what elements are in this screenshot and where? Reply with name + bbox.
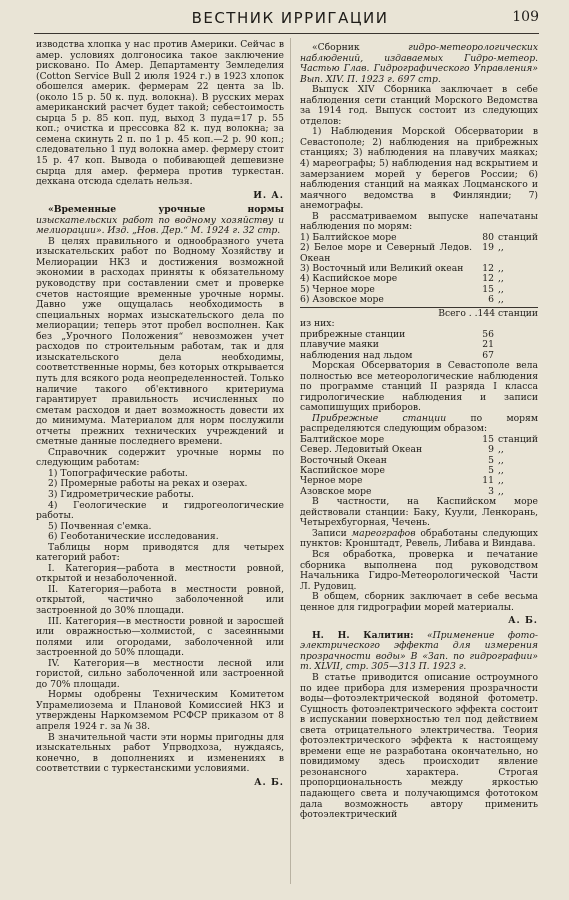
text: по морям распределяются следующим образом: bbox=[300, 412, 539, 435]
sea-count: 6 bbox=[488, 294, 494, 306]
paragraph bbox=[300, 414, 538, 435]
paragraph: В статье приводится описание остроумного по идее прибора для измерения прозрачности воды—фотоэлектрической водяной фотометр. Сущность фотоэлектрического эффекта состоит в испускании поверхностью тел под действием света отрицательного электричества. Теория фотоэлектрического эффекта к настоящему времени еще не разработана окончательно, но повидимому здесь происходит явление резонансного характера. Строгая пропорциональность между яркостью падающего света и получающимся фототоком дала возможность автору применить фотоэлектрический bbox=[300, 672, 538, 821]
sea-unit: ,, bbox=[498, 454, 504, 466]
text: обработаны следующих пунктов: Кронштадт, Ревель, Либава и Виндава. bbox=[300, 527, 538, 550]
sea-unit: ,, bbox=[498, 475, 504, 487]
sea-count: 11 bbox=[482, 475, 494, 487]
column-divider bbox=[290, 38, 291, 884]
sea-name: Балтийское море bbox=[300, 433, 385, 445]
paragraph: В значительной части эти нормы пригодны для изыскательных работ Упрводхоза, нуждаясь, конечно, в дополнениях и изменениях в соответствии с туркестанскими условиями. bbox=[36, 731, 284, 775]
paragraph: В целях правильного и однообразного учета изыскательских работ по Водному Хозяйству и Мелиорации НКЗ и достижения возможной экономии в расходах приняты к обязательному руководству при составлении смет и проверке счетов настоящие временные урочные нормы. Давно уже ощущалась необходимость в специальных нормах изыскательского дела по мелиорации; теперь этот пробел восполнен. Как без „Урочного Положения“ невозможен учет расходов по строительным работам, так и для изыскательского дела необходимы, соответственные нормы, без которых открывается путь для всякого рода неопределенностей. Только наличие такого об'ективного критериума гарантирует правильность исчисленных по сметам расходов и дает возможность довести их до минимума. Материалом для норм послужили отчеты прежних технических учреждений и сметные данные последнего времени. bbox=[36, 235, 284, 448]
sea-name: 6) Азовское море bbox=[300, 294, 384, 306]
sea-count: 15 bbox=[482, 433, 494, 445]
sea-unit: ,, bbox=[498, 465, 504, 477]
list-item: 1) Топографические работы. bbox=[48, 467, 188, 479]
sea-name: Восточный Океан bbox=[300, 454, 387, 466]
sea-unit: ,, bbox=[498, 444, 504, 456]
sea-name: Север. Ледовитый Океан bbox=[300, 444, 423, 456]
table-row bbox=[300, 243, 538, 264]
sea-count: 80 bbox=[482, 231, 494, 243]
sea-unit: ,, bbox=[498, 294, 504, 306]
paragraph: I. Категория—работа в местности ровной, открытой и незаболоченной. bbox=[36, 562, 284, 585]
paragraph: 1) Наблюдения Морской Обсерватории в Севастополе; 2) наблюдения на прибрежных станциях; 3) наблюдения на плавучих маяках; 4) мареографы; 5) наблюдения над вскрытием и замерзанием морей у берегов России; 6) наблюдения станций на маяках Лоцманского и маячного ведомства в Финляндии; 7) анемографы. bbox=[300, 126, 538, 212]
paragraph: В рассматриваемом выпуске напечатаны наблюдения по морям: bbox=[300, 210, 538, 233]
review-author: Н. Н. Калитин: bbox=[312, 629, 414, 641]
paragraph: Вся обработка, проверка и печатание сборника выполнена под руководством Начальника Гидро-Метеорологической Части Л. Рудовиц. bbox=[300, 549, 538, 592]
total-line: Всего . .144 станции bbox=[300, 307, 538, 320]
station-type: прибрежные станции bbox=[300, 328, 406, 340]
sea-count: 3 bbox=[488, 485, 494, 497]
right-column bbox=[300, 40, 538, 821]
running-head bbox=[0, 0, 569, 30]
sea-name: Каспийское море bbox=[300, 465, 385, 477]
sea-name: 1) Балтийское море bbox=[300, 231, 397, 243]
signature: А. Б. bbox=[508, 615, 538, 627]
paragraph: Морская Обсерватория в Севастополе вела полностью все метеорологические наблюдения по программе станций II разряда I класса гидрологические наблюдения и записи самопишущих приборов. bbox=[300, 360, 538, 414]
review-citation: гидро-метеорологических наблюдений, издаваемых Гидро-метеор. Частью Глав. Гидрографического Управления» Вып. XIV. П. 1923 г. 697 стр. bbox=[300, 42, 538, 85]
sea-count: 12 bbox=[482, 273, 494, 285]
sea-unit: ,, bbox=[498, 485, 504, 497]
paragraph: изводства хлопка у нас против Америки. Сейчас в амер. условиях долгоносика такое заключение рисковано. По Амер. Департаменту Земледелия (Cotton Service Bull 2 июля 1924 г.) в 1923 хлопок обошелся америк. фермерам 22 цента за lb. (около 15 р. 50 к. пуд. волокна). В русских мерах американский расчет будет такой; себестоимость сырца 5 р. 85 коп. пуд, выход 3 пуда=17 р. 55 коп.; очистка и прессовка 82 к. пуд волокна; за семена скинуть 2 п. по 1 р. 45 коп.—2 р. 90 коп.; следовательно 1 пуд волокна амер. фермеру стоит 15 р. 47 коп. Вывода о побивающей дешевизне сырца для амер. фермера против туркестан. дехкана отсюда сделать нельзя. bbox=[36, 39, 284, 188]
paragraph: Выпуск XIV Сборника заключает в себе наблюдения сети станций Морского Ведомства за 1914 год. Выпуск состоит из следующих отделов: bbox=[300, 84, 538, 127]
paragraph: III. Категория—в местности ровной и заросшей или овражностью—холмистой, с засеянными полями или огородами, заболоченной или застроенной до 50% площади. bbox=[36, 615, 284, 659]
sea-name: 4) Каспийское море bbox=[300, 273, 398, 285]
header-rule bbox=[34, 33, 539, 34]
review-title: «Сборник bbox=[312, 42, 360, 53]
sea-count: 5 bbox=[488, 454, 494, 466]
sea-unit: станций bbox=[498, 433, 538, 445]
page-number: 109 bbox=[512, 9, 539, 25]
review-citation: «Применение фото-электрического эффекта для измерения прозрачности воды» В «Зап. по гидрографии» т. XLVII, стр. 305—313 П. 1923 г. bbox=[300, 629, 538, 673]
table-row bbox=[300, 295, 538, 305]
work-list bbox=[36, 469, 284, 543]
list-item: 4) Геологические и гидрогеологические работы. bbox=[36, 499, 284, 522]
sea-name: 2) Белое море и Северный Ледов. Океан bbox=[300, 242, 472, 264]
coastal-stations-table bbox=[300, 435, 538, 497]
sea-unit: ,, bbox=[498, 263, 504, 275]
sea-unit: ,, bbox=[498, 283, 504, 295]
station-type: плавучие маяки bbox=[300, 339, 379, 351]
station-count: 67 bbox=[482, 349, 494, 361]
paragraph: из них: bbox=[300, 318, 335, 330]
sea-count: 9 bbox=[488, 444, 494, 456]
review-heading bbox=[300, 43, 538, 85]
paragraph: Нормы одобрены Техническим Комитетом Упрамелиозема и Плановой Комиссией НКЗ и утверждены Наркомземом РСФСР приказом от 8 апреля 1924 г. за № 38. bbox=[36, 689, 284, 732]
sea-count: 12 bbox=[482, 263, 494, 275]
station-count: 56 bbox=[482, 328, 494, 340]
review-heading bbox=[300, 631, 538, 673]
station-type: наблюдения над льдом bbox=[300, 349, 413, 361]
journal-title: ВЕСТНИК ИРРИГАЦИИ bbox=[191, 9, 389, 27]
paragraph: Справочник содержит урочные нормы по следующим работам: bbox=[36, 446, 284, 469]
signature: И. А. bbox=[253, 189, 284, 201]
sea-name: 5) Черное море bbox=[300, 283, 375, 295]
sea-count: 19 bbox=[482, 242, 494, 254]
sea-unit: ,, bbox=[498, 273, 504, 285]
seas-table bbox=[300, 233, 538, 306]
sea-unit: станций bbox=[498, 231, 538, 243]
signature: А. Б. bbox=[254, 776, 284, 788]
paragraph bbox=[300, 529, 538, 550]
paragraph: В общем, сборник заключает в себе весьма ценное для гидрографии морей материалы. bbox=[300, 591, 538, 613]
sea-name: 3) Восточный или Великий океан bbox=[300, 263, 464, 275]
paragraph: II. Категория—работа в местности ровной, открытой, частично заболоченной или застроенной до 30% площади. bbox=[36, 583, 284, 616]
review-citation: изыскательских работ по водному хозяйству и мелиорации». Изд. „Нов. Дер.“ М. 1924 г. 32 стр. bbox=[36, 214, 284, 237]
sea-count: 5 bbox=[488, 465, 494, 477]
list-item: 3) Гидрометрические работы. bbox=[48, 488, 194, 500]
list-item: 6) Геоботанические исследования. bbox=[48, 531, 219, 543]
emphasis: мареографов bbox=[351, 527, 416, 539]
paragraph: В частности, на Каспийском море действовали станции: Баку, Куули, Ленкорань, Четырехбугорная, Чечень. bbox=[300, 496, 538, 529]
station-count: 21 bbox=[482, 339, 494, 351]
left-column bbox=[36, 40, 284, 792]
review-heading bbox=[36, 205, 284, 237]
paragraph: Таблицы норм приводятся для четырех категорий работ: bbox=[36, 541, 284, 564]
sea-unit: ,, bbox=[498, 242, 504, 254]
text: Записи bbox=[312, 527, 347, 539]
sea-count: 15 bbox=[482, 283, 494, 295]
paragraph: IV. Категория—в местности лесной или гористой, сильно заболоченной или застроенной до 70% площади. bbox=[36, 657, 284, 690]
review-title: «Временные урочные нормы bbox=[48, 204, 284, 216]
list-item: 5) Почвенная с'емка. bbox=[48, 520, 152, 532]
emphasis: Прибрежные станции bbox=[312, 412, 447, 424]
list-item: 2) Промерные работы на реках и озерах. bbox=[48, 478, 248, 490]
sea-name: Азовское море bbox=[300, 485, 372, 497]
sea-name: Черное море bbox=[300, 475, 363, 487]
station-types-table bbox=[300, 330, 538, 361]
